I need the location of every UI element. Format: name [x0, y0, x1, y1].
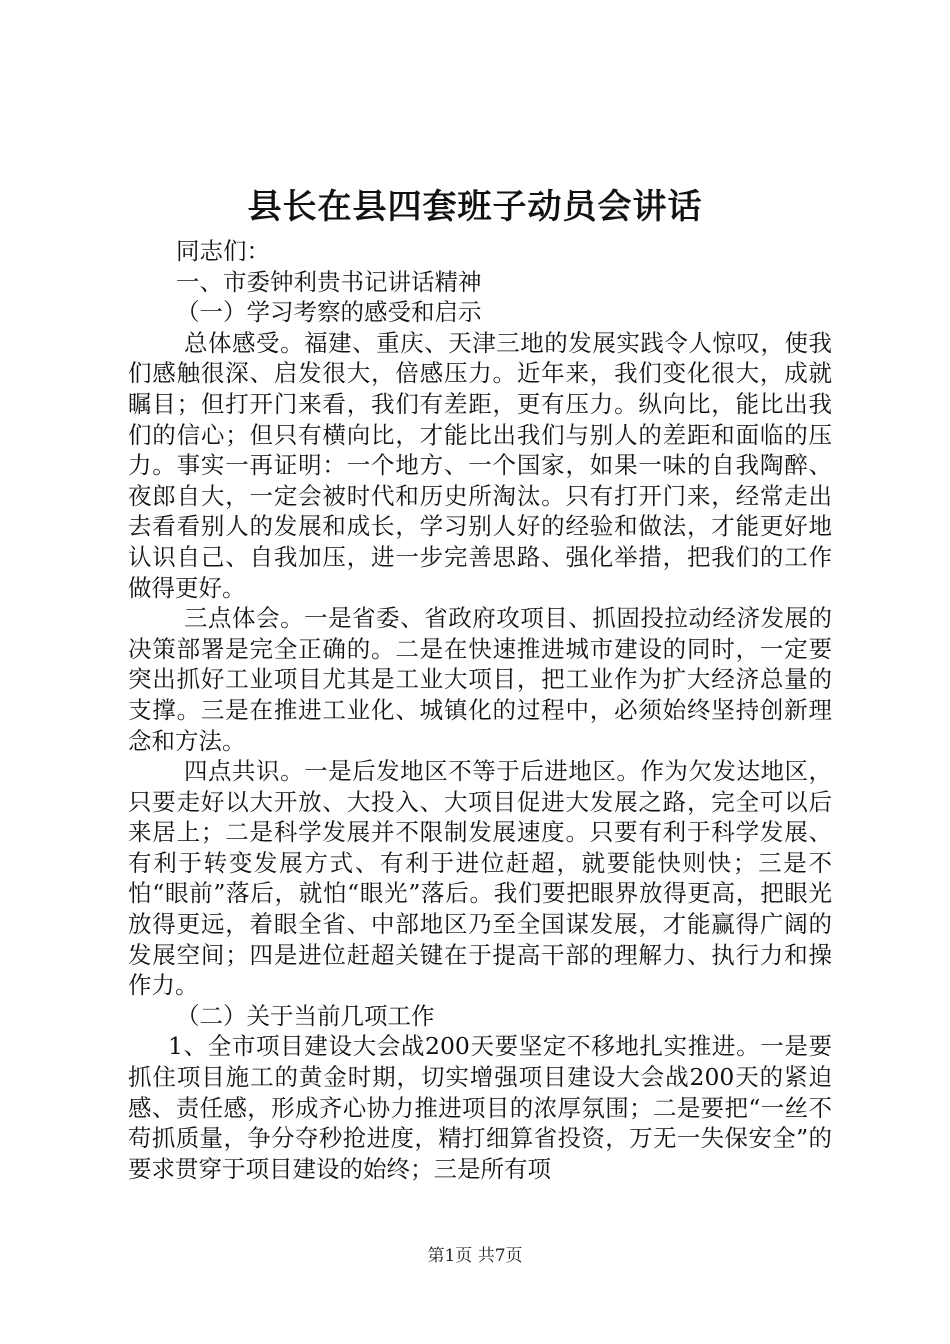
paragraph-four-consensus: 四点共识。一是后发地区不等于后进地区。作为欠发达地区，只要走好以大开放、大投入、大项目促进大发展之路，完全可以后来居上；二是科学发展并不限制发展速度。只要有利于科学发展、有利于转变发展方式、有利于进位赶超，就要能快则快；三是不怕“眼前”落后，就怕“眼光”落后。我们要把眼界放得更高，把眼光放得更远，着眼全省、中部地区乃至全国谋发展，才能赢得广阔的发展空间；四是进位赶超关键在于提高干部的理解力、执行力和操作力。 — [128, 757, 832, 1000]
page-footer: 第1页 共7页 — [427, 1246, 523, 1266]
paragraph-three-insights: 三点体会。一是省委、省政府攻项目、抓固投拉动经济发展的决策部署是完全正确的。二是在快速推进城市建设的同时，一定要突出抓好工业项目尤其是工业大项目，把工业作为扩大经济总量的支撑。三是在推进工业化、城镇化的过程中，必须始终坚持创新理念和方法。 — [128, 604, 832, 755]
document-body — [128, 236, 832, 1184]
document-title: 县长在县四套班子动员会讲话 — [247, 187, 703, 227]
section-heading-1: 一、市委钟利贵书记讲话精神 — [176, 267, 482, 296]
subsection-heading-2: （二）关于当前几项工作 — [176, 1001, 435, 1030]
greeting: 同志们： — [176, 237, 270, 265]
paragraph-item-1: 1、全市项目建设大会战200天要坚定不移地扎实推进。一是要抓住项目施工的黄金时期，切实增强项目建设大会战200天的紧迫感、责任感，形成齐心协力推进项目的浓厚氛围；二是要把“一丝不苟抓质量，争分夺秒抢进度，精打细算省投资，万无一失保安全”的要求贯穿于项目建设的始终；三是所有项 — [128, 1032, 832, 1183]
paragraph-overall-feeling: 总体感受。福建、重庆、天津三地的发展实践令人惊叹，使我们感触很深、启发很大，倍感压力。近年来，我们变化很大，成就瞩目；但打开门来看，我们有差距，更有压力。纵向比，能比出我们的信心；但只有横向比，才能比出我们与别人的差距和面临的压力。事实一再证明：一个地方、一个国家，如果一味的自我陶醉、夜郎自大，一定会被时代和历史所淘汰。只有打开门来，经常走出去看看别人的发展和成长，学习别人好的经验和做法，才能更好地认识自己、自我加压，进一步完善思路、强化举措，把我们的工作做得更好。 — [128, 328, 832, 602]
subsection-heading-1: （一）学习考察的感受和启示 — [176, 298, 482, 327]
